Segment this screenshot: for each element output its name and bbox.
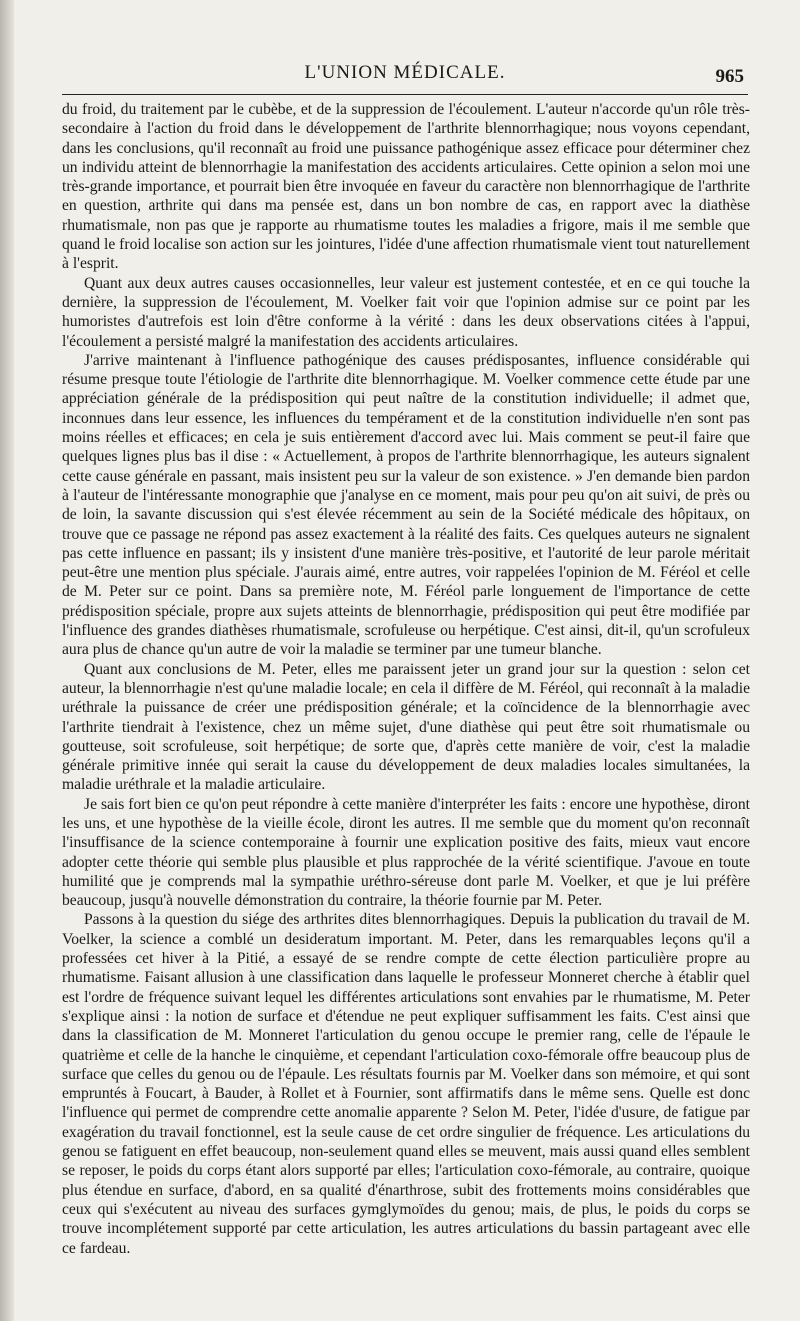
article-body — [62, 100, 750, 1299]
paragraph: Quant aux deux autres causes occasionnelles, leur valeur est justement contestée, et en ce qui touche la dernière, la suppression de l'écoulement, M. Voelker fait voir que l'opinion admise sur ce point par les humoristes d'autrefois est loin d'être conforme à la vérité : dans les deux observations citées à l'appui, l'écoulement a persisté malgré la manifestation des accidents articulaires. — [62, 274, 750, 350]
paragraph: J'arrive maintenant à l'influence pathogénique des causes prédisposantes, influence considérable qui résume presque toute l'étiologie de l'arthrite dite blennorrhagique. M. Voelker commence cette étude par une appréciation générale de la prédisposition qui peut naître de la constitution individuelle; il admet que, inconnues dans leur essence, les influences du tempérament et de la constitution individuelle n'en sont pas moins réelles et efficaces; en cela je suis entièrement d'accord avec lui. Mais comment se peut-il faire que quelques lignes plus bas il dise : « Actuellement, à propos de l'arthrite blennorrhagique, les auteurs signalent cette cause générale en passant, mais insistent peu sur la valeur de son existence. » J'en demande bien pardon à l'auteur de l'intéressante monographie que j'analyse en ce moment, mais pour peu qu'on ait suivi, de près ou de loin, la savante discussion qui s'est élevée récemment au sein de la Société médicale des hôpitaux, on trouve que ce passage ne répond pas assez exactement à la réalité des faits. Ces quelques auteurs ne signalent pas cette influence en passant; ils y insistent d'une manière très-positive, et l'autorité de leur parole méritait peut-être une mention plus spéciale. J'aurais aimé, entre autres, voir rappelées l'opinion de M. Féréol et celle de M. Peter sur ce point. Dans sa première note, M. Féréol parle longuement de l'importance de cette prédisposition spéciale, propre aux sujets atteints de blennorrhagie, prédisposition qui peut être modifiée par l'influence des grandes diathèses rhumatismale, scrofuleuse ou herpétique. C'est ainsi, dit-il, qu'un scrofuleux aura plus de chance qu'un autre de voir la maladie se terminer par une tumeur blanche. — [62, 351, 750, 659]
paragraph: Je sais fort bien ce qu'on peut répondre à cette manière d'interpréter les faits : encore une hypothèse, diront les uns, et une hypothèse de la vieille école, diront les autres. Il me semble que du moment qu'on reconnaît l'insuffisance de la science contemporaine à fournir une explication positive des faits, mieux vaut encore adopter cette théorie qui semble plus plausible et plus rapprochée de la vérité scientifique. J'avoue en toute humilité que je comprends mal la sympathie uréthro-séreuse dont parle M. Voelker, et que je lui préfère beaucoup, jusqu'à nouvelle démonstration du contraire, la théorie fournie par M. Peter. — [62, 795, 750, 910]
running-head: L'UNION MÉDICALE. — [304, 62, 506, 83]
paragraph: Passons à la question du siége des arthrites dites blennorrhagiques. Depuis la publication du travail de M. Voelker, la science a comblé un desideratum important. M. Peter, dans les remarquables leçons qu'il a professées cet hiver à la Pitié, a essayé de se rendre compte de cette élection particulière propre au rhumatisme. Faisant allusion à une classification dans laquelle le professeur Monneret cherche à établir quel est l'ordre de fréquence suivant lequel les différentes articulations sont envahies par le rhumatisme, M. Peter s'explique ainsi : la notion de surface et d'étendue ne peut expliquer suffisamment les faits. C'est ainsi que dans la classification de M. Monneret l'articulation du genou occupe le premier rang, celle de l'épaule le quatrième et celle de la hanche le cinquième, et cependant l'articulation coxo-fémorale offre beaucoup plus de surface que celles du genou ou de l'épaule. Les résultats fournis par M. Voelker dans son mémoire, et qui sont empruntés à Foucart, à Bauder, à Rollet et à Fournier, sont affirmatifs dans le même sens. Quelle est donc l'influence qui permet de comprendre cette anomalie apparente ? Selon M. Peter, l'idée d'usure, de fatigue par exagération du travail fonctionnel, est la seule cause de cet ordre singulier de fréquence. Les articulations du genou se fatiguent en effet beaucoup, non-seulement quand elles se meuvent, mais aussi quand elles semblent se reposer, le poids du corps étant alors supporté par elles; l'articulation coxo-fémorale, au contraire, quoique plus étendue en surface, d'abord, en sa qualité d'énarthrose, subit des frottements moins considérables que ceux qui s'exécutent au niveau des surfaces gymglymoïdes du genou; mais, de plus, le poids du corps se trouve incomplétement supporté par cette articulation, les autres articulations du bassin partageant avec elle ce fardeau. — [62, 911, 750, 1257]
page-header — [62, 62, 748, 92]
page-number: 965 — [715, 66, 744, 87]
binding-edge — [0, 0, 14, 1321]
paragraph: du froid, du traitement par le cubèbe, et de la suppression de l'écoulement. L'auteur n'accorde qu'un rôle très-secondaire à l'action du froid dans le développement de l'arthrite blennorrhagique; nous voyons cependant, dans les conclusions, qu'il reconnaît au froid une puissance pathogénique assez efficace pour déterminer chez un individu atteint de blennorrhagie la manifestation des accidents articulaires. Cette opinion a selon moi une très-grande importance, et pourrait bien être invoquée en faveur du caractère non blennorrhagique de l'arthrite en question, arthrite qui dans ma pensée est, dans un bon nombre de cas, en rapport avec la diathèse rhumatismale, non pas que je rapporte au rhumatisme toutes les maladies a frigore, mais il me semble que quand le froid localise son action sur les jointures, l'idée d'une affection rhumatismale vient tout naturellement à l'esprit. — [62, 101, 750, 273]
paragraph: Quant aux conclusions de M. Peter, elles me paraissent jeter un grand jour sur la question : selon cet auteur, la blennorrhagie n'est qu'une maladie locale; en cela il diffère de M. Féréol, qui reconnaît à la maladie uréthrale la puissance de créer une prédisposition générale; et la coïncidence de la blennorrhagie avec l'arthrite tiendrait à l'existence, chez un même sujet, d'une diathèse qui peut être soit rhumatismale ou goutteuse, soit scrofuleuse, soit herpétique; de sorte que, d'après cette manière de voir, c'est la maladie générale primitive innée qui serait la cause du développement de deux maladies locales simultanées, la maladie uréthrale et la maladie articulaire. — [62, 660, 750, 794]
header-rule — [62, 94, 748, 95]
